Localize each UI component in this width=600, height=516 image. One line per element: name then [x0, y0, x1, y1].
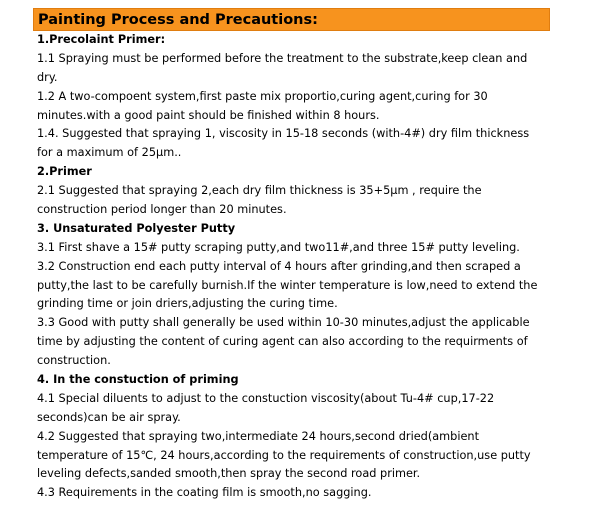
- section-heading: 2.Primer: [37, 165, 92, 179]
- section-heading: 1.Precolaint Primer:: [37, 33, 166, 46]
- paragraph-line: 4.3 Requirements in the coating film is smooth,no sagging.: [37, 486, 372, 500]
- section-header-bar: [33, 8, 550, 31]
- document-body: [37, 31, 557, 503]
- section-heading: 3. Unsaturated Polyester Putty: [37, 221, 236, 235]
- paragraph-line: construction period longer than 20 minutes.: [37, 203, 287, 217]
- paragraph-line: 3.2 Construction end each putty interval of 4 hours after grinding,and then scraped a: [37, 259, 521, 273]
- paragraph-line: temperature of 15℃, 24 hours,according to the requirements of construction,use putty: [37, 448, 531, 462]
- paragraph-line: 4.1 Special diluents to adjust to the constuction viscosity(about Tu-4# cup,17-22: [37, 391, 495, 405]
- paragraph-line: 1.2 A two-compoent system,first paste mix proportio,curing agent,curing for 30: [37, 89, 488, 103]
- paragraph-line: 3.1 First shave a 15# putty scraping putty,and two11#,and three 15# putty leveling.: [37, 240, 520, 254]
- paragraph-line: 3.3 Good with putty shall generally be used within 10-30 minutes,adjust the applicable: [37, 316, 530, 330]
- section-heading: 4. In the constuction of priming: [37, 373, 239, 387]
- paragraph-line: 4.2 Suggested that spraying two,intermediate 24 hours,second dried(ambient: [37, 429, 480, 443]
- paragraph-line: construction.: [37, 354, 111, 368]
- paragraph-line: for a maximum of 25μm..: [37, 146, 182, 160]
- paragraph-line: 1.1 Spraying must be performed before the treatment to the substrate,keep clean and: [37, 51, 528, 65]
- paragraph-line: leveling defects,sanded smooth,then spray the second road primer.: [37, 467, 421, 481]
- paragraph-line: putty,the last to be carefully burnish.If the winter temperature is low,need to extend the: [37, 278, 538, 292]
- paragraph-line: 2.1 Suggested that spraying 2,each dry film thickness is 35+5μm , require the: [37, 184, 482, 198]
- section-title: Painting Process and Precautions:: [38, 12, 318, 28]
- paragraph-line: time by adjusting the content of curing agent can also according to the requirments of: [37, 335, 528, 349]
- paragraph-line: seconds)can be air spray.: [37, 410, 181, 424]
- paragraph-line: dry.: [37, 70, 58, 84]
- paragraph-line: minutes.with a good paint should be finished within 8 hours.: [37, 108, 380, 122]
- paragraph-line: grinding time or join driers,adjusting the curing time.: [37, 297, 338, 311]
- paragraph-line: 1.4. Suggested that spraying 1, viscosity in 15-18 seconds (with-4#) dry film thickness: [37, 127, 530, 141]
